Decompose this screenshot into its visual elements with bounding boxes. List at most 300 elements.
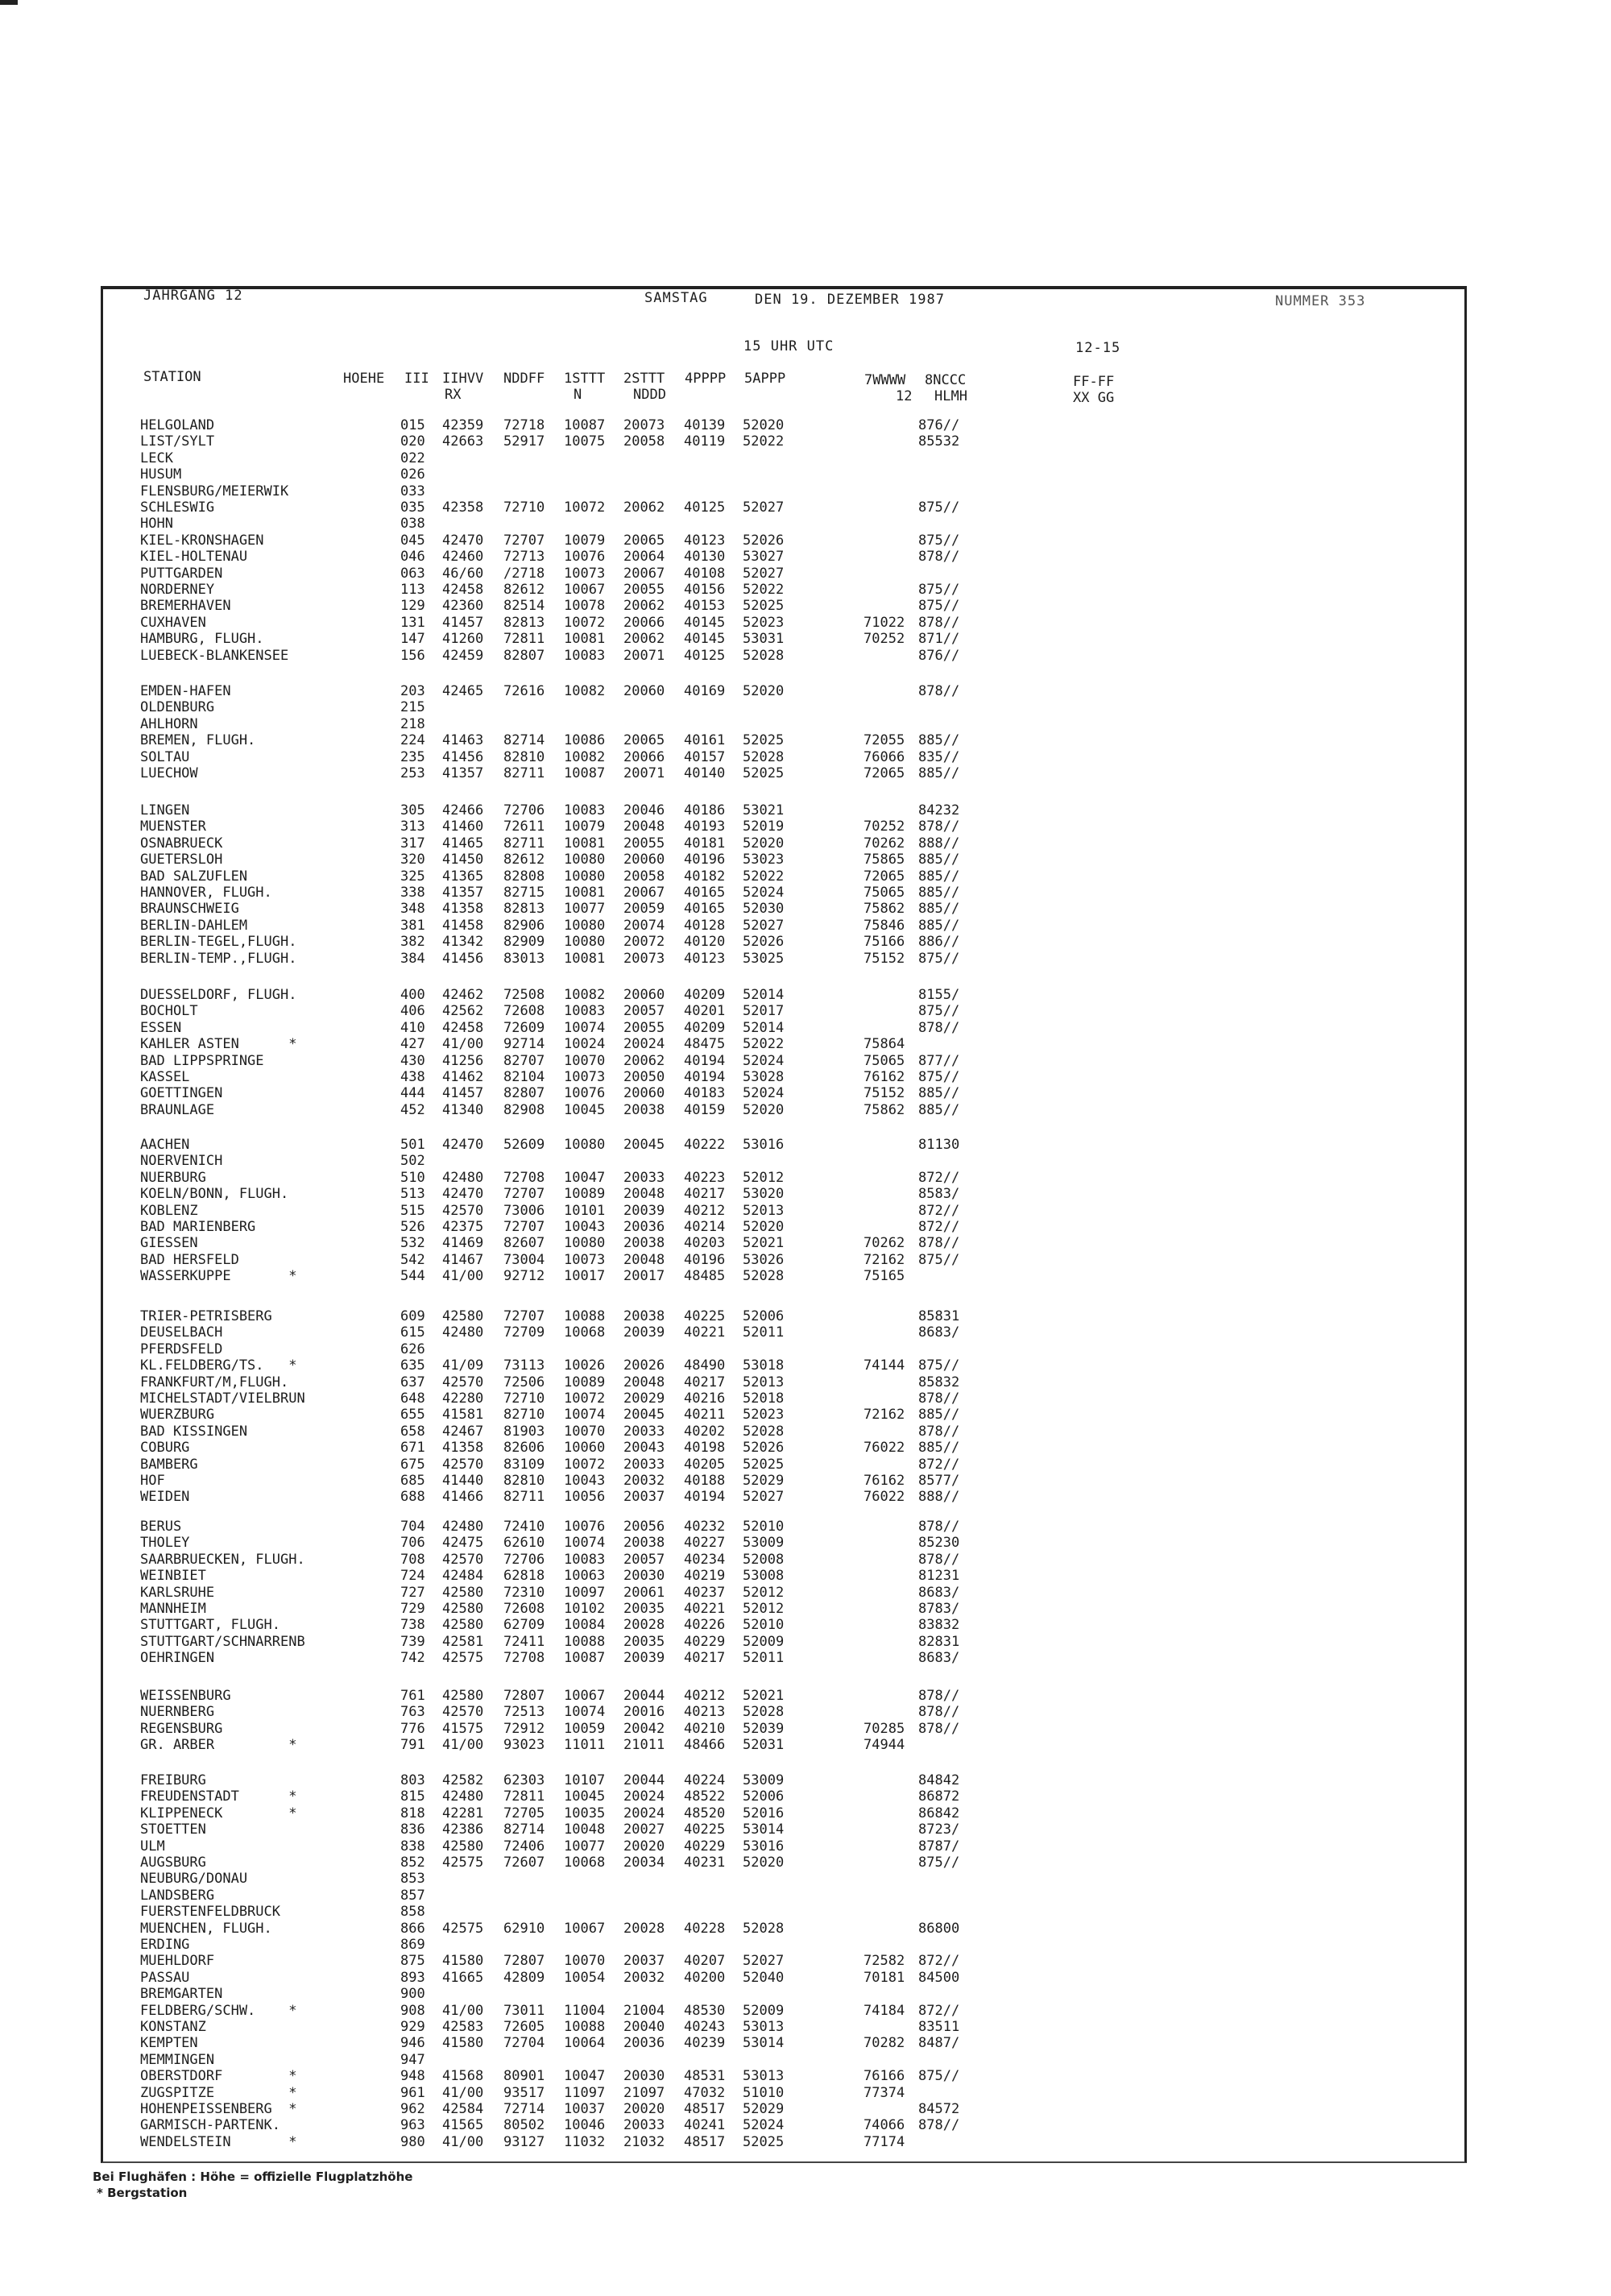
iii-value: 729 bbox=[400, 1601, 425, 1617]
group4-value: 40128 bbox=[684, 917, 726, 934]
nddff-value: 93023 bbox=[503, 1737, 545, 1754]
station-name: FREUDENSTADT * bbox=[140, 1788, 297, 1805]
group8-value: 8683/ bbox=[918, 1584, 960, 1601]
group1-value: 10035 bbox=[564, 1805, 606, 1821]
group2-value: 20046 bbox=[623, 802, 665, 819]
group1-value: 10054 bbox=[564, 1969, 606, 1986]
group2-value: 20033 bbox=[623, 1169, 665, 1186]
col-header-7wwww-sub: 12 bbox=[896, 388, 913, 404]
iihvv-value: 41457 bbox=[442, 614, 484, 631]
group4-value: 40212 bbox=[684, 1202, 726, 1219]
group5-value: 52026 bbox=[743, 934, 785, 951]
station-name: WEIDEN bbox=[140, 1489, 190, 1506]
iii-value: 961 bbox=[400, 2084, 425, 2101]
group1-value: 10107 bbox=[564, 1772, 606, 1788]
group7-value: 76022 bbox=[863, 1440, 905, 1457]
group2-value: 20067 bbox=[623, 565, 665, 582]
date-label: DEN 19. DEZEMBER 1987 bbox=[755, 292, 945, 308]
group5-value: 52006 bbox=[743, 1308, 785, 1324]
group8-value: 871// bbox=[918, 631, 960, 648]
group1-value: 10072 bbox=[564, 614, 606, 631]
iihvv-value: 41457 bbox=[442, 1085, 484, 1102]
group5-value: 52027 bbox=[743, 917, 785, 934]
group1-value: 10082 bbox=[564, 987, 606, 1003]
group4-value: 40194 bbox=[684, 1489, 726, 1506]
group7-value: 72582 bbox=[863, 1953, 905, 1970]
iihvv-value: 42360 bbox=[442, 598, 484, 615]
iihvv-value: 42570 bbox=[442, 1551, 484, 1568]
iii-value: 791 bbox=[400, 1737, 425, 1754]
iihvv-value: 41456 bbox=[442, 950, 484, 967]
station-name: AHLHORN bbox=[140, 715, 198, 732]
group4-value: 47032 bbox=[684, 2084, 726, 2101]
group8-value: 81130 bbox=[918, 1137, 960, 1153]
iii-value: 063 bbox=[400, 565, 425, 582]
nddff-value: 82711 bbox=[503, 765, 545, 781]
group4-value: 40210 bbox=[684, 1720, 726, 1737]
group5-value: 53008 bbox=[743, 1568, 785, 1585]
station-name: GIESSEN bbox=[140, 1235, 198, 1252]
group2-value: 20057 bbox=[623, 1003, 665, 1020]
nddff-value: 72411 bbox=[503, 1633, 545, 1650]
station-name: SAARBRUECKEN, FLUGH. bbox=[140, 1551, 305, 1568]
group4-value: 40239 bbox=[684, 2035, 726, 2052]
group2-value: 20074 bbox=[623, 917, 665, 934]
group7-value: 76022 bbox=[863, 1489, 905, 1506]
iii-value: 313 bbox=[400, 819, 425, 835]
nddff-value: 82606 bbox=[503, 1440, 545, 1457]
iihvv-value: 41358 bbox=[442, 1440, 484, 1457]
group8-value: 875// bbox=[918, 598, 960, 615]
iii-value: 637 bbox=[400, 1374, 425, 1390]
group1-value: 10072 bbox=[564, 499, 606, 516]
iihvv-value: 41357 bbox=[442, 885, 484, 901]
group8-value: 875// bbox=[918, 1003, 960, 1020]
group2-value: 20020 bbox=[623, 1838, 665, 1855]
group4-value: 40140 bbox=[684, 765, 726, 781]
group1-value: 10077 bbox=[564, 1838, 606, 1855]
group2-value: 20027 bbox=[623, 1821, 665, 1838]
iii-value: 513 bbox=[400, 1186, 425, 1203]
group8-value: 84572 bbox=[918, 2101, 960, 2117]
group5-value: 51010 bbox=[743, 2084, 785, 2101]
iihvv-value: 42460 bbox=[442, 549, 484, 566]
group2-value: 20062 bbox=[623, 1052, 665, 1069]
group2-value: 20062 bbox=[623, 598, 665, 615]
station-name: REGENSBURG bbox=[140, 1720, 223, 1737]
group8-value: 84842 bbox=[918, 1772, 960, 1788]
station-name: HELGOLAND bbox=[140, 417, 215, 433]
group5-value: 52014 bbox=[743, 1019, 785, 1036]
group2-value: 20048 bbox=[623, 819, 665, 835]
station-name: ERDING bbox=[140, 1937, 190, 1953]
nddff-value: 82808 bbox=[503, 868, 545, 885]
group4-value: 40217 bbox=[684, 1374, 726, 1390]
nddff-value: 92712 bbox=[503, 1268, 545, 1285]
iihvv-value: 42580 bbox=[442, 1838, 484, 1855]
group2-value: 20044 bbox=[623, 1772, 665, 1788]
group1-value: 10074 bbox=[564, 1535, 606, 1552]
group4-value: 48490 bbox=[684, 1357, 726, 1374]
iii-value: 763 bbox=[400, 1704, 425, 1721]
station-name: ZUGSPITZE * bbox=[140, 2084, 297, 2101]
iii-value: 338 bbox=[400, 885, 425, 901]
station-name: FELDBERG/SCHW. * bbox=[140, 2002, 297, 2019]
station-name: KASSEL bbox=[140, 1069, 190, 1085]
group5-value: 52011 bbox=[743, 1650, 785, 1667]
nddff-value: 72811 bbox=[503, 1788, 545, 1805]
nddff-value: 72710 bbox=[503, 499, 545, 516]
nddff-value: 72807 bbox=[503, 1953, 545, 1970]
group1-value: 10074 bbox=[564, 1407, 606, 1424]
group5-value: 53016 bbox=[743, 1838, 785, 1855]
station-name: KAHLER ASTEN * bbox=[140, 1036, 297, 1053]
group2-value: 20058 bbox=[623, 868, 665, 885]
station-name: COBURG bbox=[140, 1440, 190, 1457]
group2-value: 20039 bbox=[623, 1202, 665, 1219]
nddff-value: 82711 bbox=[503, 1489, 545, 1506]
col-header-iii: III bbox=[404, 371, 429, 387]
group2-value: 20055 bbox=[623, 1019, 665, 1036]
group5-value: 52022 bbox=[743, 433, 785, 450]
col-header-ffff: FF-FF bbox=[1073, 374, 1115, 390]
iii-value: 215 bbox=[400, 699, 425, 716]
group8-value: 8487/ bbox=[918, 2035, 960, 2052]
group1-value: 11032 bbox=[564, 2133, 606, 2150]
group8-value: 875// bbox=[918, 1251, 960, 1268]
iihvv-value: 42466 bbox=[442, 802, 484, 819]
group2-value: 20060 bbox=[623, 852, 665, 868]
group7-value: 75065 bbox=[863, 1052, 905, 1069]
group8-value: 876// bbox=[918, 647, 960, 664]
group4-value: 40241 bbox=[684, 2117, 726, 2134]
nddff-value: 73011 bbox=[503, 2002, 545, 2019]
group4-value: 40237 bbox=[684, 1584, 726, 1601]
iii-value: 671 bbox=[400, 1440, 425, 1457]
group4-value: 40153 bbox=[684, 598, 726, 615]
group4-value: 40221 bbox=[684, 1324, 726, 1341]
col-header-8nccc: 8NCCC bbox=[925, 372, 967, 388]
iihvv-value: 41456 bbox=[442, 748, 484, 765]
group5-value: 52009 bbox=[743, 1633, 785, 1650]
iii-value: 685 bbox=[400, 1473, 425, 1489]
iii-value: 022 bbox=[400, 450, 425, 466]
group4-value: 48517 bbox=[684, 2101, 726, 2117]
iii-value: 739 bbox=[400, 1633, 425, 1650]
group5-value: 52028 bbox=[743, 647, 785, 664]
group2-value: 21004 bbox=[623, 2002, 665, 2019]
group4-value: 40125 bbox=[684, 647, 726, 664]
group2-value: 20030 bbox=[623, 2068, 665, 2085]
group4-value: 40222 bbox=[684, 1137, 726, 1153]
station-name: PUTTGARDEN bbox=[140, 565, 223, 582]
group7-value: 70181 bbox=[863, 1969, 905, 1986]
group7-value: 75166 bbox=[863, 934, 905, 951]
nddff-value: 72710 bbox=[503, 1390, 545, 1407]
station-name: KARLSRUHE bbox=[140, 1584, 215, 1601]
station-name: BERLIN-TEGEL,FLUGH. bbox=[140, 934, 297, 951]
iihvv-value: 41466 bbox=[442, 1489, 484, 1506]
iii-value: 348 bbox=[400, 901, 425, 918]
group1-value: 11011 bbox=[564, 1737, 606, 1754]
nddff-value: 81903 bbox=[503, 1423, 545, 1440]
group5-value: 53018 bbox=[743, 1357, 785, 1374]
iihvv-value: 42575 bbox=[442, 1650, 484, 1667]
group5-value: 52024 bbox=[743, 1085, 785, 1102]
iii-value: 708 bbox=[400, 1551, 425, 1568]
group2-value: 20060 bbox=[623, 1085, 665, 1102]
group1-value: 10060 bbox=[564, 1440, 606, 1457]
station-name: KLIPPENECK * bbox=[140, 1805, 297, 1821]
group4-value: 40234 bbox=[684, 1551, 726, 1568]
nddff-value: 80901 bbox=[503, 2068, 545, 2085]
iihvv-value: 41440 bbox=[442, 1473, 484, 1489]
group4-value: 40217 bbox=[684, 1186, 726, 1203]
group2-value: 20056 bbox=[623, 1519, 665, 1535]
nddff-value: 72707 bbox=[503, 1186, 545, 1203]
group2-value: 20055 bbox=[623, 835, 665, 852]
group4-value: 40120 bbox=[684, 934, 726, 951]
group7-value: 72162 bbox=[863, 1251, 905, 1268]
nddff-value: 72506 bbox=[503, 1374, 545, 1390]
group1-value: 10047 bbox=[564, 1169, 606, 1186]
group5-value: 52024 bbox=[743, 885, 785, 901]
group8-value: 885// bbox=[918, 885, 960, 901]
iii-value: 963 bbox=[400, 2117, 425, 2134]
group4-value: 40130 bbox=[684, 549, 726, 566]
group5-value: 52022 bbox=[743, 868, 785, 885]
group2-value: 20073 bbox=[623, 417, 665, 433]
station-name: GUETERSLOH bbox=[140, 852, 223, 868]
group4-value: 48517 bbox=[684, 2133, 726, 2150]
nddff-value: 72718 bbox=[503, 417, 545, 433]
group1-value: 10074 bbox=[564, 1704, 606, 1721]
group1-value: 10017 bbox=[564, 1268, 606, 1285]
group5-value: 52009 bbox=[743, 2002, 785, 2019]
station-name: HOHN bbox=[140, 516, 173, 533]
group4-value: 40159 bbox=[684, 1101, 726, 1118]
iihvv-value: 41460 bbox=[442, 819, 484, 835]
station-name: KEMPTEN bbox=[140, 2035, 198, 2052]
iihvv-value: 41/00 bbox=[442, 1268, 484, 1285]
nddff-value: 82813 bbox=[503, 614, 545, 631]
nddff-value: 72912 bbox=[503, 1720, 545, 1737]
iihvv-value: 41260 bbox=[442, 631, 484, 648]
group5-value: 52020 bbox=[743, 1219, 785, 1235]
iii-value: 253 bbox=[400, 765, 425, 781]
group8-value: 8577/ bbox=[918, 1473, 960, 1489]
group1-value: 10081 bbox=[564, 835, 606, 852]
station-name: NUERBURG bbox=[140, 1169, 206, 1186]
group7-value: 70252 bbox=[863, 819, 905, 835]
group2-value: 20045 bbox=[623, 1407, 665, 1424]
station-name: BAD MARIENBERG bbox=[140, 1219, 256, 1235]
iihvv-value: 42480 bbox=[442, 1324, 484, 1341]
nddff-value: 72609 bbox=[503, 1019, 545, 1036]
iii-value: 542 bbox=[400, 1251, 425, 1268]
group1-value: 10080 bbox=[564, 934, 606, 951]
iihvv-value: 42570 bbox=[442, 1704, 484, 1721]
iihvv-value: 42584 bbox=[442, 2101, 484, 2117]
group4-value: 48466 bbox=[684, 1737, 726, 1754]
group4-value: 40216 bbox=[684, 1390, 726, 1407]
group1-value: 10076 bbox=[564, 1085, 606, 1102]
nddff-value: 82715 bbox=[503, 885, 545, 901]
group2-value: 20037 bbox=[623, 1489, 665, 1506]
iii-value: 406 bbox=[400, 1003, 425, 1020]
iii-value: 444 bbox=[400, 1085, 425, 1102]
group1-value: 10026 bbox=[564, 1357, 606, 1374]
group4-value: 40226 bbox=[684, 1617, 726, 1634]
group8-value: 875// bbox=[918, 499, 960, 516]
station-name: ESSEN bbox=[140, 1019, 182, 1036]
iii-value: 320 bbox=[400, 852, 425, 868]
group4-value: 40209 bbox=[684, 987, 726, 1003]
group2-value: 20034 bbox=[623, 1855, 665, 1871]
group7-value: 77374 bbox=[863, 2084, 905, 2101]
group2-value: 20032 bbox=[623, 1969, 665, 1986]
nddff-value: 72707 bbox=[503, 532, 545, 549]
iihvv-value: 42458 bbox=[442, 1019, 484, 1036]
iii-value: 113 bbox=[400, 582, 425, 598]
station-name: EMDEN-HAFEN bbox=[140, 683, 231, 699]
station-name: OSNABRUECK bbox=[140, 835, 223, 852]
station-name: AACHEN bbox=[140, 1137, 190, 1153]
group5-value: 52028 bbox=[743, 1423, 785, 1440]
group8-value: 878// bbox=[918, 1235, 960, 1252]
group8-value: 875// bbox=[918, 1069, 960, 1085]
group1-value: 10087 bbox=[564, 417, 606, 433]
iii-value: 818 bbox=[400, 1805, 425, 1821]
iihvv-value: 46/60 bbox=[442, 565, 484, 582]
group4-value: 40211 bbox=[684, 1407, 726, 1424]
group2-value: 20038 bbox=[623, 1535, 665, 1552]
nddff-value: 72811 bbox=[503, 631, 545, 648]
group1-value: 10067 bbox=[564, 1920, 606, 1937]
group2-value: 20057 bbox=[623, 1551, 665, 1568]
iihvv-value: 41465 bbox=[442, 835, 484, 852]
group8-value: 885// bbox=[918, 1407, 960, 1424]
iihvv-value: 42458 bbox=[442, 582, 484, 598]
iihvv-value: 42386 bbox=[442, 1821, 484, 1838]
station-name: TRIER-PETRISBERG bbox=[140, 1308, 272, 1324]
group5-value: 52010 bbox=[743, 1617, 785, 1634]
group5-value: 52025 bbox=[743, 598, 785, 615]
group5-value: 53027 bbox=[743, 549, 785, 566]
iii-value: 317 bbox=[400, 835, 425, 852]
group1-value: 10047 bbox=[564, 2068, 606, 2085]
nddff-value: 82714 bbox=[503, 732, 545, 749]
iihvv-value: 42470 bbox=[442, 1137, 484, 1153]
group7-value: 70252 bbox=[863, 631, 905, 648]
group2-value: 20036 bbox=[623, 1219, 665, 1235]
group7-value: 72065 bbox=[863, 765, 905, 781]
group5-value: 53014 bbox=[743, 2035, 785, 2052]
group1-value: 10087 bbox=[564, 1650, 606, 1667]
group1-value: 10072 bbox=[564, 1390, 606, 1407]
group2-value: 20024 bbox=[623, 1788, 665, 1805]
station-name: HOF bbox=[140, 1473, 165, 1489]
group5-value: 52025 bbox=[743, 765, 785, 781]
station-name: OEHRINGEN bbox=[140, 1650, 215, 1667]
group1-value: 10059 bbox=[564, 1720, 606, 1737]
group4-value: 40227 bbox=[684, 1535, 726, 1552]
station-name: KOBLENZ bbox=[140, 1202, 198, 1219]
station-name: OBERSTDORF * bbox=[140, 2068, 297, 2085]
station-name: LECK bbox=[140, 450, 173, 466]
group5-value: 52025 bbox=[743, 2133, 785, 2150]
observation-time: 15 UHR UTC bbox=[743, 338, 834, 354]
group8-value: 84232 bbox=[918, 802, 960, 819]
group5-value: 52012 bbox=[743, 1169, 785, 1186]
group4-value: 40193 bbox=[684, 819, 726, 835]
group8-value: 888// bbox=[918, 835, 960, 852]
group5-value: 52011 bbox=[743, 1324, 785, 1341]
iii-value: 430 bbox=[400, 1052, 425, 1069]
iihvv-value: 42562 bbox=[442, 1003, 484, 1020]
group1-value: 10097 bbox=[564, 1584, 606, 1601]
nddff-value: 72707 bbox=[503, 1219, 545, 1235]
group5-value: 52028 bbox=[743, 1920, 785, 1937]
iihvv-value: 42470 bbox=[442, 532, 484, 549]
group4-value: 40205 bbox=[684, 1456, 726, 1473]
group1-value: 10084 bbox=[564, 1617, 606, 1634]
group5-value: 52020 bbox=[743, 1101, 785, 1118]
group8-value: 885// bbox=[918, 765, 960, 781]
iii-value: 382 bbox=[400, 934, 425, 951]
group7-value: 75846 bbox=[863, 917, 905, 934]
station-name: BAD KISSINGEN bbox=[140, 1423, 248, 1440]
group2-value: 20024 bbox=[623, 1805, 665, 1821]
iihvv-value: 42580 bbox=[442, 1601, 484, 1617]
group1-value: 10068 bbox=[564, 1324, 606, 1341]
nddff-value: 72714 bbox=[503, 2101, 545, 2117]
group5-value: 53009 bbox=[743, 1772, 785, 1788]
group8-value: 86872 bbox=[918, 1788, 960, 1805]
nddff-value: 82612 bbox=[503, 852, 545, 868]
iii-value: 609 bbox=[400, 1308, 425, 1324]
group4-value: 40123 bbox=[684, 532, 726, 549]
group8-value: 872// bbox=[918, 1456, 960, 1473]
group2-value: 20020 bbox=[623, 2101, 665, 2117]
group5-value: 52039 bbox=[743, 1720, 785, 1737]
group1-value: 10068 bbox=[564, 1855, 606, 1871]
group7-value: 71022 bbox=[863, 614, 905, 631]
station-name: WEINBIET bbox=[140, 1568, 206, 1585]
group2-value: 20016 bbox=[623, 1704, 665, 1721]
group1-value: 10082 bbox=[564, 683, 606, 699]
group7-value: 75165 bbox=[863, 1268, 905, 1285]
iihvv-value: 41581 bbox=[442, 1407, 484, 1424]
group4-value: 40181 bbox=[684, 835, 726, 852]
iii-value: 727 bbox=[400, 1584, 425, 1601]
iihvv-value: 41469 bbox=[442, 1235, 484, 1252]
nddff-value: /2718 bbox=[503, 565, 545, 582]
iihvv-value: 42575 bbox=[442, 1855, 484, 1871]
iihvv-value: 41575 bbox=[442, 1720, 484, 1737]
station-name: OLDENBURG bbox=[140, 699, 215, 716]
group8-value: 878// bbox=[918, 1704, 960, 1721]
group4-value: 40145 bbox=[684, 631, 726, 648]
group2-value: 20060 bbox=[623, 987, 665, 1003]
nddff-value: 82909 bbox=[503, 934, 545, 951]
group1-value: 11004 bbox=[564, 2002, 606, 2019]
iii-value: 776 bbox=[400, 1720, 425, 1737]
group5-value: 53013 bbox=[743, 2068, 785, 2085]
footnote-airports: Bei Flughäfen : Höhe = offizielle Flugplatzhöhe bbox=[93, 2170, 413, 2184]
nddff-value: 82711 bbox=[503, 835, 545, 852]
iii-value: 853 bbox=[400, 1871, 425, 1888]
